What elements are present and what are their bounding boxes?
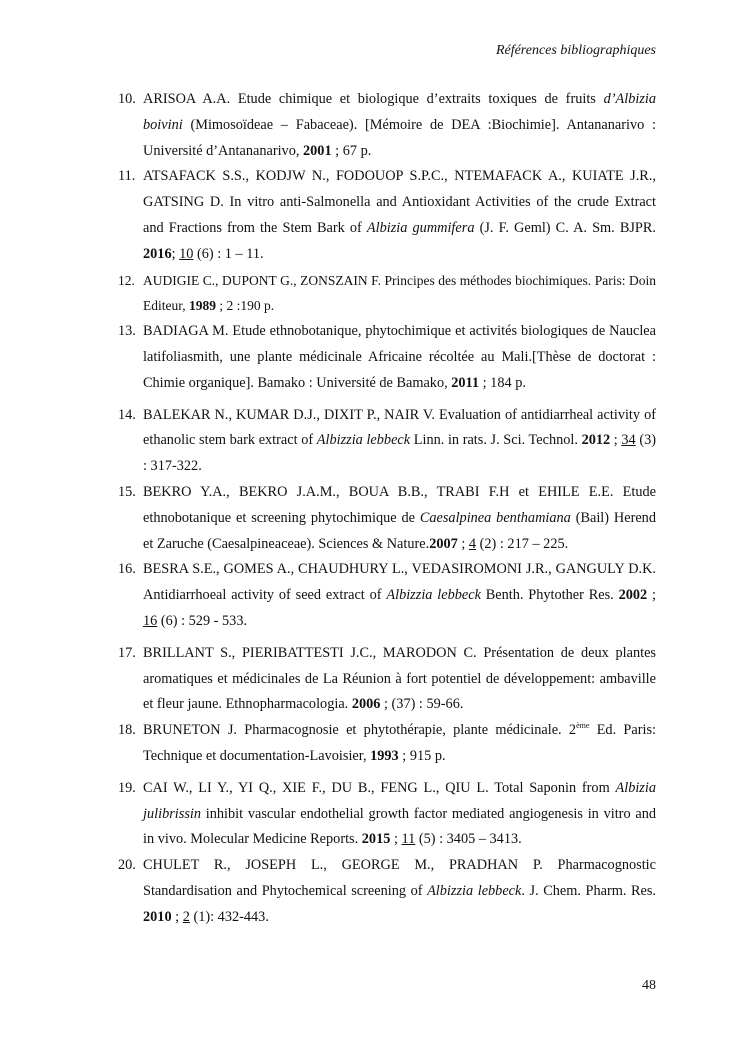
- species-name: d’Albizia boivini: [143, 91, 656, 133]
- reference-text: ; 184 p.: [479, 374, 526, 391]
- reference-year: 2012: [581, 432, 611, 449]
- reference-item: [118, 641, 656, 718]
- reference-number: 16.: [118, 561, 136, 578]
- running-header: Références bibliographiques: [495, 43, 656, 58]
- reference-year: 2006: [351, 696, 381, 713]
- reference-text: ;: [647, 587, 656, 604]
- reference-list: [118, 87, 656, 931]
- reference-text: ;: [171, 245, 180, 262]
- reference-year: 1993: [370, 747, 399, 764]
- reference-text: (J. F. Geml) C. A. Sm. BJPR.: [474, 219, 656, 236]
- reference-text: BADIAGA M. Etude ethnobotanique, phytochimique et activités biologiques de Nauclea latifoliasmith, une plante médicinale Africaine récoltée au Mali.[Thèse de doctorat : Chimie organique]. Bamako : Université de Bamako,: [143, 323, 656, 391]
- reference-text: BEKRO Y.A., BEKRO J.A.M., BOUA B.B., TRABI F.H et EHILE E.E. Etude ethnobotanique et screening phytochimique de: [143, 483, 656, 526]
- reference-text: (2) : 217 – 225.: [476, 535, 569, 552]
- reference-text: CAI W., LI Y., YI Q., XIE F., DU B., FENG L., QIU L. Total Saponin from: [143, 779, 616, 796]
- reference-text: ;: [610, 432, 622, 449]
- reference-number: 15.: [118, 483, 136, 500]
- reference-item: [118, 853, 656, 930]
- volume-number: 10: [179, 245, 194, 262]
- reference-number: 20.: [118, 857, 136, 874]
- reference-year: 2007: [429, 535, 458, 552]
- reference-text: ;: [390, 831, 402, 848]
- reference-item: [118, 403, 656, 480]
- reference-number: 10.: [118, 91, 136, 107]
- reference-text: BRILLANT S., PIERIBATTESTI J.C., MARODON C. Présentation de deux plantes aromatiques et médicinales de La Réunion à fort potentiel de développement: ambaville et fleur jaune. Ethnopharmacologia.: [143, 644, 656, 713]
- reference-item: [118, 268, 656, 320]
- reference-text: inhibit vascular endothelial growth factor mediated angiogenesis in vitro and in vivo. Molecular Medicine Reports.: [143, 805, 656, 848]
- reference-text: ARISOA A.A. Etude chimique et biologique d’extraits toxiques de fruits: [143, 91, 604, 107]
- reference-item: [118, 164, 656, 267]
- reference-number: 12.: [118, 272, 135, 288]
- species-name: Albizia julibrissin: [143, 779, 656, 822]
- reference-item: [118, 480, 656, 557]
- reference-text: BRUNETON J. Pharmacognosie et phytothérapie, plante médicinale. 2: [143, 722, 577, 739]
- reference-year: 2011: [451, 374, 480, 391]
- volume-number: 16: [143, 612, 158, 629]
- reference-number: 17.: [118, 644, 136, 661]
- reference-item: [118, 718, 656, 770]
- reference-text: BALEKAR N., KUMAR D.J., DIXIT P., NAIR V. Evaluation of antidiarrheal activity of ethanolic stem bark extract of: [143, 406, 656, 449]
- reference-text: ;: [457, 535, 469, 552]
- reference-number: 18.: [118, 722, 136, 739]
- reference-number: 13.: [118, 323, 136, 340]
- reference-text: ; 67 p.: [331, 142, 372, 159]
- reference-text: ; 2 :190 p.: [215, 298, 275, 314]
- reference-number: 14.: [118, 406, 136, 423]
- reference-text: Benth. Phytother Res.: [480, 587, 619, 604]
- reference-number: 11.: [118, 168, 136, 185]
- volume-number: 11: [401, 831, 416, 848]
- species-name: Albizzia lebbeck: [427, 882, 522, 899]
- reference-item: [118, 319, 656, 396]
- reference-year: 2010: [143, 908, 172, 925]
- reference-text: ;: [171, 908, 183, 925]
- reference-text: (6) : 529 - 533.: [157, 612, 248, 629]
- reference-text: Ed. Paris: Technique et documentation-Lavoisier,: [143, 722, 656, 764]
- reference-item: [118, 557, 656, 634]
- reference-year: 2002: [618, 587, 648, 604]
- reference-year: 2001: [303, 142, 332, 159]
- reference-text: (3) : 317-322.: [143, 432, 656, 475]
- reference-item: [118, 776, 656, 853]
- species-name: Albizzia lebbeck: [316, 432, 411, 449]
- reference-text: ; 915 p.: [398, 747, 446, 764]
- reference-year: 2015: [361, 831, 391, 848]
- volume-number: 4: [468, 535, 477, 552]
- page-number: 48: [642, 978, 656, 993]
- reference-text: . J. Chem. Pharm. Res.: [521, 882, 656, 899]
- reference-text: (6) : 1 – 11.: [193, 245, 264, 262]
- reference-number: 19.: [118, 779, 136, 796]
- reference-year: 1989: [188, 298, 216, 314]
- species-name: Albizzia lebbeck: [386, 587, 481, 604]
- reference-text: ème: [576, 721, 590, 731]
- reference-text: ; (37) : 59-66.: [380, 696, 464, 713]
- reference-text: ATSAFACK S.S., KODJW N., FODOUOP S.P.C., NTEMAFACK A., KUIATE J.R., GATSING D. In vitro anti-Salmonella and Antioxidant Activities of the crude Extract and Fractions from the Stem Bark of: [143, 168, 656, 236]
- species-name: Caesalpinea benthamiana: [419, 509, 571, 526]
- volume-number: 34: [621, 432, 636, 449]
- reference-text: BESRA S.E., GOMES A., CHAUDHURY L., VEDASIROMONI J.R., GANGULY D.K. Antidiarrhoeal activity of seed extract of: [143, 561, 656, 604]
- reference-text: (1): 432-443.: [189, 908, 269, 925]
- reference-text: AUDIGIE C., DUPONT G., ZONSZAIN F. Principes des méthodes biochimiques. Paris: Doin Editeur,: [143, 272, 656, 314]
- reference-text: (Mimosoïdeae – Fabaceae). [Mémoire de DEA :Biochimie]. Antananarivo : Université d’Antananarivo,: [143, 116, 656, 159]
- reference-text: Linn. in rats. J. Sci. Technol.: [410, 432, 582, 449]
- reference-text: (5) : 3405 – 3413.: [415, 831, 522, 848]
- volume-number: 2: [182, 908, 190, 925]
- reference-text: (Bail) Herend et Zaruche (Caesalpineaceae). Sciences & Nature.: [143, 509, 656, 552]
- reference-year: 2016: [143, 245, 172, 262]
- reference-text: CHULET R., JOSEPH L., GEORGE M., PRADHAN P. Pharmacognostic Standardisation and Phytochemical screening of: [143, 857, 656, 899]
- species-name: Albizia gummifera: [366, 219, 475, 236]
- reference-item: [118, 87, 656, 164]
